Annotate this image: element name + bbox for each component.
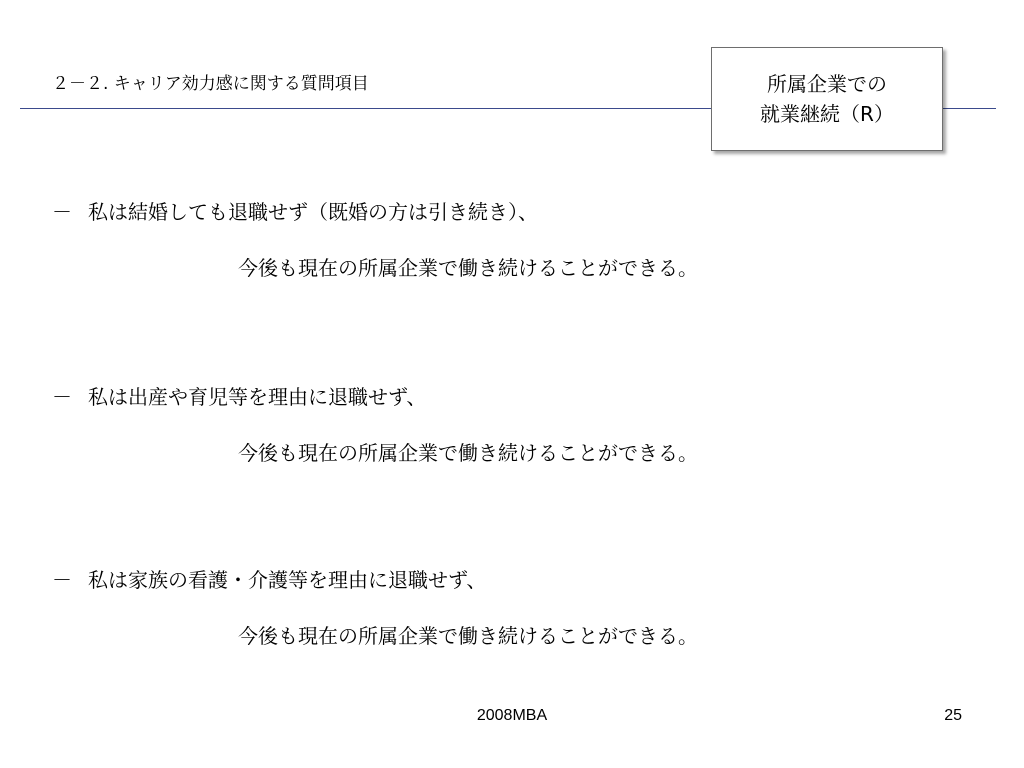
bullet-dash: － [52, 200, 72, 224]
question-continuation-text: 今後も現在の所属企業で働き続けることができる。 [238, 624, 698, 648]
category-box-line2: 就業継続（R） [760, 102, 894, 126]
bullet-dash: － [52, 568, 72, 592]
question-main-text: 私は家族の看護・介護等を理由に退職せず、 [88, 568, 487, 592]
question-item [0, 566, 1024, 656]
question-continuation-text: 今後も現在の所属企業で働き続けることができる。 [238, 441, 698, 465]
question-item [0, 383, 1024, 473]
category-box-line1: 所属企業での [767, 72, 887, 96]
question-item [0, 198, 1024, 288]
page-number: 25 [944, 707, 962, 724]
question-main-text: 私は結婚しても退職せず（既婚の方は引き続き）、 [88, 200, 538, 224]
slide-title: ２－２. キャリア効力感に関する質問項目 [52, 74, 369, 94]
bullet-dash: － [52, 385, 72, 409]
category-box [711, 47, 943, 151]
footer-label: 2008MBA [476, 707, 548, 724]
question-continuation-text: 今後も現在の所属企業で働き続けることができる。 [238, 256, 698, 280]
question-main-text: 私は出産や育児等を理由に退職せず、 [88, 385, 427, 409]
